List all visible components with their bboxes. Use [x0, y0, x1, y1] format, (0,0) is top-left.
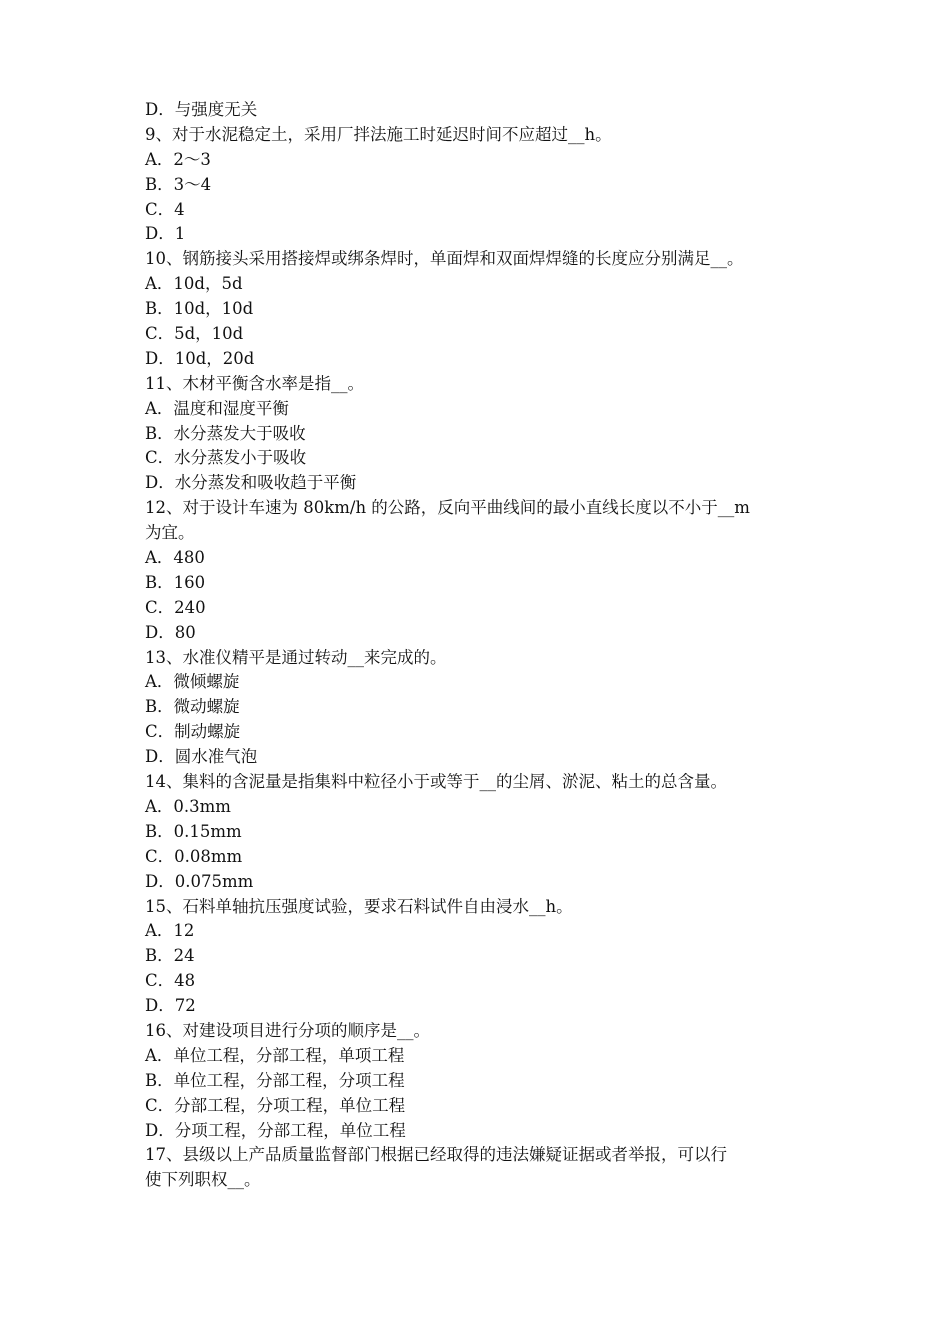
option-c-q13: C．制动螺旋	[145, 722, 241, 742]
option-a-q11: A．温度和湿度平衡	[145, 398, 289, 418]
question-12-continued: 为宜。	[145, 523, 195, 543]
option-a-q13: A．微倾螺旋	[145, 672, 240, 692]
option-b-q11: B．水分蒸发大于吸收	[145, 423, 306, 443]
question-17: 17、县级以上产品质量监督部门根据已经取得的违法嫌疑证据或者举报，可以行	[145, 1145, 727, 1165]
option-a-q12: A．480	[145, 548, 205, 568]
question-17-continued: 使下列职权__。	[145, 1170, 261, 1190]
question-16: 16、对建设项目进行分项的顺序是__。	[145, 1020, 430, 1040]
option-b-q15: B．24	[145, 946, 195, 966]
question-14: 14、集料的含泥量是指集料中粒径小于或等于__的尘屑、淤泥、粘土的总含量。	[145, 772, 727, 792]
option-d-q10: D．10d，20d	[145, 348, 255, 368]
question-15: 15、石料单轴抗压强度试验，要求石料试件自由浸水__h。	[145, 896, 573, 916]
option-d-q12: D．80	[145, 622, 196, 642]
question-11: 11、木材平衡含水率是指__。	[145, 373, 364, 393]
option-c-q15: C．48	[145, 971, 196, 991]
option-b-q12: B．160	[145, 572, 206, 592]
question-9: 9、对于水泥稳定土，采用厂拌法施工时延迟时间不应超过__h。	[145, 124, 612, 144]
option-d-q11: D．水分蒸发和吸收趋于平衡	[145, 473, 357, 493]
option-b-q13: B．微动螺旋	[145, 697, 240, 717]
question-12: 12、对于设计车速为 80km/h 的公路，反向平曲线间的最小直线长度以不小于__m	[145, 498, 750, 518]
option-a-q10: A．10d，5d	[145, 274, 243, 294]
option-c-q16: C．分部工程，分项工程，单位工程	[145, 1095, 406, 1115]
option-c-q11: C．水分蒸发小于吸收	[145, 448, 307, 468]
option-a-q16: A．单位工程，分部工程，单项工程	[145, 1045, 405, 1065]
option-a-q14: A．0.3mm	[145, 796, 231, 816]
option-b-q9: B．3～4	[145, 174, 212, 194]
option-d-q14: D．0.075mm	[145, 871, 254, 891]
option-c-q14: C．0.08mm	[145, 846, 243, 866]
option-d-q8: D．与强度无关	[145, 100, 258, 119]
option-d-q9: D．1	[145, 224, 186, 244]
option-b-q14: B．0.15mm	[145, 821, 242, 841]
option-a-q9: A．2～3	[145, 149, 211, 169]
question-13: 13、水准仪精平是通过转动__来完成的。	[145, 647, 447, 667]
option-b-q16: B．单位工程，分部工程，分项工程	[145, 1070, 405, 1090]
option-b-q10: B．10d，10d	[145, 299, 254, 319]
option-c-q12: C．240	[145, 597, 206, 617]
option-c-q10: C．5d，10d	[145, 324, 244, 344]
option-d-q15: D．72	[145, 996, 196, 1016]
question-10: 10、钢筋接头采用搭接焊或绑条焊时，单面焊和双面焊焊缝的长度应分别满足__。	[145, 249, 744, 269]
option-d-q13: D．圆水准气泡	[145, 747, 258, 767]
option-a-q15: A．12	[145, 921, 195, 941]
option-d-q16: D．分项工程，分部工程，单位工程	[145, 1120, 406, 1140]
option-c-q9: C．4	[145, 199, 185, 219]
document-page	[145, 98, 815, 1193]
